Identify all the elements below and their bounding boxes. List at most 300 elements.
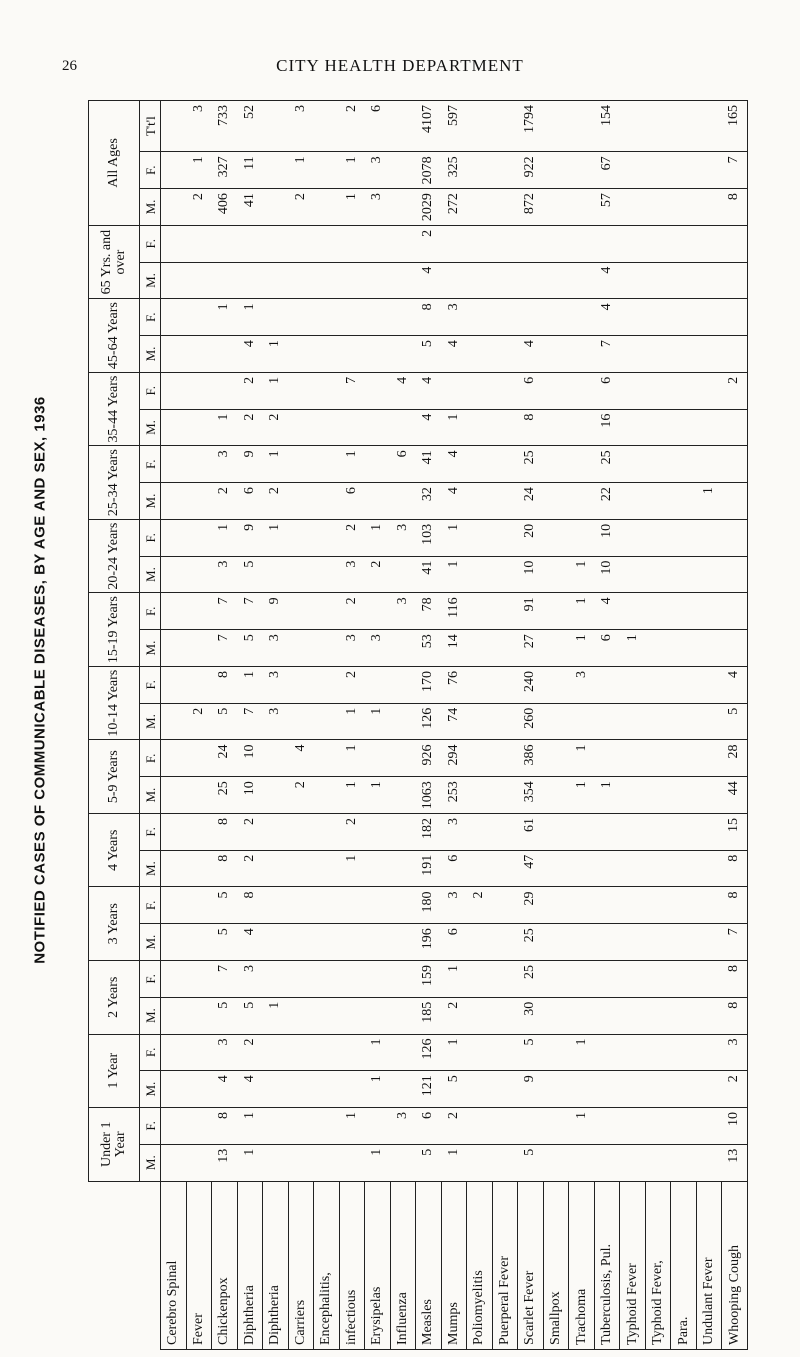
case-count: 2 bbox=[722, 372, 748, 409]
case-count bbox=[492, 813, 518, 850]
case-count: 78 bbox=[416, 593, 442, 630]
case-count bbox=[314, 850, 340, 887]
case-count: 1 bbox=[569, 1108, 595, 1145]
table-row bbox=[645, 101, 671, 1350]
case-count: 7 bbox=[212, 593, 238, 630]
case-count bbox=[620, 189, 646, 226]
case-count: 5 bbox=[212, 703, 238, 740]
case-count bbox=[467, 189, 493, 226]
case-count bbox=[492, 372, 518, 409]
case-count: 3 bbox=[390, 593, 416, 630]
case-count bbox=[390, 101, 416, 152]
running-head: CITY HEALTH DEPARTMENT bbox=[276, 56, 524, 75]
case-count bbox=[696, 336, 722, 373]
case-count: 52 bbox=[237, 101, 263, 152]
case-count bbox=[543, 225, 569, 262]
case-count bbox=[671, 189, 697, 226]
case-count bbox=[645, 813, 671, 850]
case-count: 1 bbox=[441, 519, 467, 556]
case-count: 20 bbox=[518, 519, 544, 556]
case-count bbox=[339, 225, 365, 262]
case-count: 3 bbox=[390, 1108, 416, 1145]
case-count bbox=[365, 262, 391, 299]
case-count bbox=[671, 924, 697, 961]
case-count bbox=[314, 262, 340, 299]
case-count bbox=[543, 1144, 569, 1181]
case-count: 41 bbox=[416, 446, 442, 483]
case-count: 159 bbox=[416, 961, 442, 998]
case-count: 3 bbox=[186, 101, 212, 152]
case-count bbox=[543, 924, 569, 961]
case-count bbox=[314, 483, 340, 520]
case-count bbox=[314, 1034, 340, 1071]
case-count bbox=[186, 924, 212, 961]
case-count: 196 bbox=[416, 924, 442, 961]
case-count bbox=[314, 740, 340, 777]
table-row bbox=[696, 101, 722, 1350]
case-count bbox=[518, 299, 544, 336]
case-count bbox=[543, 483, 569, 520]
case-count bbox=[161, 299, 187, 336]
case-count bbox=[390, 703, 416, 740]
case-count bbox=[390, 850, 416, 887]
case-count bbox=[263, 924, 289, 961]
case-count bbox=[161, 152, 187, 189]
case-count bbox=[492, 1144, 518, 1181]
case-count bbox=[467, 409, 493, 446]
case-count: 922 bbox=[518, 152, 544, 189]
case-count bbox=[645, 740, 671, 777]
age-group-header: 15-19 Years bbox=[89, 593, 140, 667]
case-count bbox=[365, 997, 391, 1034]
case-count: 5 bbox=[518, 1034, 544, 1071]
case-count bbox=[645, 1034, 671, 1071]
case-count bbox=[390, 961, 416, 998]
sex-subheader: M. bbox=[140, 409, 161, 446]
case-count: 1 bbox=[365, 777, 391, 814]
case-count bbox=[543, 1034, 569, 1071]
case-count bbox=[161, 409, 187, 446]
case-count bbox=[186, 1034, 212, 1071]
case-count: 165 bbox=[722, 101, 748, 152]
case-count: 5 bbox=[441, 1071, 467, 1108]
case-count bbox=[543, 666, 569, 703]
case-count bbox=[645, 593, 671, 630]
case-count: 126 bbox=[416, 1034, 442, 1071]
case-count bbox=[543, 262, 569, 299]
sex-subheader: F. bbox=[140, 813, 161, 850]
case-count: 2 bbox=[288, 777, 314, 814]
case-count: 9 bbox=[237, 446, 263, 483]
case-count: 4107 bbox=[416, 101, 442, 152]
case-count bbox=[263, 225, 289, 262]
case-count: 2 bbox=[416, 225, 442, 262]
disease-name: Diphtheria bbox=[263, 1181, 289, 1349]
case-count bbox=[543, 1108, 569, 1145]
case-count bbox=[186, 1108, 212, 1145]
table-row bbox=[288, 101, 314, 1350]
case-count bbox=[365, 740, 391, 777]
case-count: 28 bbox=[722, 740, 748, 777]
case-count: 24 bbox=[212, 740, 238, 777]
sex-subheader: M. bbox=[140, 483, 161, 520]
disease-name: Trachoma bbox=[569, 1181, 595, 1349]
case-count: 8 bbox=[518, 409, 544, 446]
case-count bbox=[161, 997, 187, 1034]
group-header-row bbox=[89, 101, 140, 1350]
case-count: 7 bbox=[237, 593, 263, 630]
case-count bbox=[620, 262, 646, 299]
page-number: 26 bbox=[62, 58, 77, 74]
case-count: 2 bbox=[288, 189, 314, 226]
case-count: 5 bbox=[212, 997, 238, 1034]
case-count bbox=[365, 409, 391, 446]
case-count: 1 bbox=[569, 740, 595, 777]
table-row bbox=[467, 101, 493, 1350]
case-count: 2 bbox=[263, 409, 289, 446]
case-count bbox=[543, 850, 569, 887]
case-count: 325 bbox=[441, 152, 467, 189]
table-row bbox=[314, 101, 340, 1350]
case-count bbox=[543, 740, 569, 777]
sex-subheader: F. bbox=[140, 519, 161, 556]
case-count bbox=[594, 1108, 620, 1145]
case-count: 6 bbox=[339, 483, 365, 520]
case-count: 2 bbox=[237, 409, 263, 446]
case-count bbox=[518, 225, 544, 262]
case-count bbox=[390, 483, 416, 520]
sex-subheader: F. bbox=[140, 299, 161, 336]
case-count bbox=[492, 593, 518, 630]
case-count bbox=[314, 556, 340, 593]
case-count bbox=[620, 101, 646, 152]
case-count bbox=[569, 299, 595, 336]
case-count bbox=[212, 336, 238, 373]
case-count bbox=[390, 924, 416, 961]
case-count bbox=[492, 850, 518, 887]
case-count: 2029 bbox=[416, 189, 442, 226]
disease-name: Scarlet Fever bbox=[518, 1181, 544, 1349]
case-count bbox=[543, 189, 569, 226]
case-count: 5 bbox=[416, 336, 442, 373]
case-count bbox=[288, 446, 314, 483]
case-count bbox=[543, 519, 569, 556]
case-count bbox=[569, 1144, 595, 1181]
case-count bbox=[671, 409, 697, 446]
case-count bbox=[467, 519, 493, 556]
case-count bbox=[263, 556, 289, 593]
case-count: 2 bbox=[441, 997, 467, 1034]
disease-name: Fever bbox=[186, 1181, 212, 1349]
case-count bbox=[390, 336, 416, 373]
case-count bbox=[671, 336, 697, 373]
case-count: 1 bbox=[263, 997, 289, 1034]
case-count: 41 bbox=[237, 189, 263, 226]
case-count bbox=[518, 1108, 544, 1145]
case-count bbox=[671, 593, 697, 630]
table-region bbox=[88, 100, 748, 1350]
case-count bbox=[288, 703, 314, 740]
table-row bbox=[492, 101, 518, 1350]
table-row bbox=[620, 101, 646, 1350]
case-count bbox=[186, 446, 212, 483]
case-count bbox=[569, 924, 595, 961]
case-count bbox=[161, 924, 187, 961]
case-count: 8 bbox=[212, 813, 238, 850]
case-count bbox=[722, 336, 748, 373]
case-count: 25 bbox=[518, 961, 544, 998]
case-count bbox=[620, 813, 646, 850]
age-group-header: 35-44 Years bbox=[89, 372, 140, 446]
case-count bbox=[339, 961, 365, 998]
case-count bbox=[492, 189, 518, 226]
case-count bbox=[492, 997, 518, 1034]
case-count: 1 bbox=[263, 519, 289, 556]
case-count: 4 bbox=[416, 262, 442, 299]
case-count: 4 bbox=[416, 372, 442, 409]
case-count: 1 bbox=[365, 1071, 391, 1108]
case-count bbox=[492, 152, 518, 189]
case-count bbox=[569, 101, 595, 152]
case-count bbox=[569, 409, 595, 446]
case-count bbox=[645, 372, 671, 409]
case-count: 180 bbox=[416, 887, 442, 924]
case-count bbox=[339, 997, 365, 1034]
case-count: 6 bbox=[237, 483, 263, 520]
case-count: 3 bbox=[237, 961, 263, 998]
case-count: 6 bbox=[390, 446, 416, 483]
case-count: 272 bbox=[441, 189, 467, 226]
case-count: 7 bbox=[722, 924, 748, 961]
case-count bbox=[492, 336, 518, 373]
case-count: 386 bbox=[518, 740, 544, 777]
case-count bbox=[467, 262, 493, 299]
case-count bbox=[645, 1071, 671, 1108]
case-count: 10 bbox=[594, 556, 620, 593]
case-count: 3 bbox=[339, 630, 365, 667]
case-count: 8 bbox=[212, 1108, 238, 1145]
age-group-header: 1 Year bbox=[89, 1034, 140, 1108]
case-count: 1 bbox=[288, 152, 314, 189]
case-count bbox=[671, 225, 697, 262]
case-count bbox=[696, 813, 722, 850]
case-count bbox=[161, 740, 187, 777]
disease-name: Undulant Fever bbox=[696, 1181, 722, 1349]
table-row bbox=[212, 101, 238, 1350]
case-count bbox=[288, 1144, 314, 1181]
case-count bbox=[186, 593, 212, 630]
case-count bbox=[288, 556, 314, 593]
case-count bbox=[365, 666, 391, 703]
case-count bbox=[186, 630, 212, 667]
subheader-row bbox=[140, 101, 161, 1350]
sex-subheader: F. bbox=[140, 666, 161, 703]
case-count bbox=[671, 850, 697, 887]
case-count: 2 bbox=[237, 372, 263, 409]
case-count bbox=[186, 777, 212, 814]
case-count bbox=[161, 666, 187, 703]
case-count bbox=[569, 703, 595, 740]
sex-subheader: M. bbox=[140, 924, 161, 961]
case-count bbox=[314, 593, 340, 630]
case-count: 5 bbox=[237, 630, 263, 667]
case-count bbox=[314, 666, 340, 703]
case-count: 1794 bbox=[518, 101, 544, 152]
case-count bbox=[467, 777, 493, 814]
case-count: 9 bbox=[518, 1071, 544, 1108]
age-group-header: 20-24 Years bbox=[89, 519, 140, 593]
case-count bbox=[671, 1034, 697, 1071]
case-count bbox=[492, 409, 518, 446]
case-count: 1 bbox=[441, 556, 467, 593]
case-count bbox=[263, 961, 289, 998]
case-count bbox=[339, 924, 365, 961]
case-count bbox=[365, 850, 391, 887]
case-count bbox=[212, 225, 238, 262]
sex-subheader: M. bbox=[140, 703, 161, 740]
case-count bbox=[722, 299, 748, 336]
case-count: 4 bbox=[594, 299, 620, 336]
disease-name: Typhoid Fever bbox=[620, 1181, 646, 1349]
case-count: 1 bbox=[569, 630, 595, 667]
case-count: 2 bbox=[237, 813, 263, 850]
case-count bbox=[263, 740, 289, 777]
case-count bbox=[594, 1144, 620, 1181]
case-count: 1 bbox=[569, 1034, 595, 1071]
case-count: 25 bbox=[212, 777, 238, 814]
sex-subheader: M. bbox=[140, 777, 161, 814]
case-count bbox=[620, 887, 646, 924]
case-count: 1 bbox=[263, 446, 289, 483]
case-count bbox=[594, 666, 620, 703]
case-count bbox=[492, 703, 518, 740]
table-row bbox=[365, 101, 391, 1350]
case-count bbox=[543, 299, 569, 336]
case-count: 3 bbox=[365, 630, 391, 667]
case-count: 2 bbox=[339, 519, 365, 556]
case-count bbox=[288, 1071, 314, 1108]
case-count bbox=[339, 1034, 365, 1071]
case-count bbox=[620, 850, 646, 887]
case-count: 191 bbox=[416, 850, 442, 887]
case-count bbox=[161, 189, 187, 226]
case-count: 3 bbox=[441, 813, 467, 850]
table-row bbox=[671, 101, 697, 1350]
case-count bbox=[390, 189, 416, 226]
case-count: 1 bbox=[696, 483, 722, 520]
case-count: 8 bbox=[237, 887, 263, 924]
case-count: 7 bbox=[339, 372, 365, 409]
case-count bbox=[467, 813, 493, 850]
case-count: 5 bbox=[212, 887, 238, 924]
case-count bbox=[288, 850, 314, 887]
case-count bbox=[594, 813, 620, 850]
case-count: 116 bbox=[441, 593, 467, 630]
case-count: 3 bbox=[212, 1034, 238, 1071]
case-count bbox=[645, 189, 671, 226]
case-count: 8 bbox=[212, 666, 238, 703]
case-count: 13 bbox=[722, 1144, 748, 1181]
case-count bbox=[263, 887, 289, 924]
case-count bbox=[441, 262, 467, 299]
case-count bbox=[620, 336, 646, 373]
case-count bbox=[161, 372, 187, 409]
case-count bbox=[671, 152, 697, 189]
case-count bbox=[492, 225, 518, 262]
age-group-header: 4 Years bbox=[89, 813, 140, 887]
sex-subheader: F. bbox=[140, 372, 161, 409]
case-count bbox=[594, 740, 620, 777]
case-count bbox=[161, 1071, 187, 1108]
case-count bbox=[645, 850, 671, 887]
case-count bbox=[314, 630, 340, 667]
case-count: 32 bbox=[416, 483, 442, 520]
case-count: 8 bbox=[212, 850, 238, 887]
case-count bbox=[288, 997, 314, 1034]
case-count bbox=[467, 924, 493, 961]
case-count bbox=[492, 740, 518, 777]
case-count bbox=[492, 777, 518, 814]
case-count bbox=[237, 262, 263, 299]
case-count bbox=[390, 997, 416, 1034]
disease-name: Tuberculosis, Pul. bbox=[594, 1181, 620, 1349]
case-count: 1 bbox=[620, 630, 646, 667]
case-count: 354 bbox=[518, 777, 544, 814]
case-count bbox=[722, 446, 748, 483]
case-count bbox=[645, 924, 671, 961]
case-count: 10 bbox=[594, 519, 620, 556]
case-count: 91 bbox=[518, 593, 544, 630]
case-count bbox=[263, 152, 289, 189]
case-count: 1 bbox=[237, 1144, 263, 1181]
case-count bbox=[161, 850, 187, 887]
case-count bbox=[645, 152, 671, 189]
case-count bbox=[569, 519, 595, 556]
case-count bbox=[543, 101, 569, 152]
case-count bbox=[339, 336, 365, 373]
case-count bbox=[263, 1034, 289, 1071]
case-count bbox=[671, 556, 697, 593]
case-count: 6 bbox=[518, 372, 544, 409]
case-count bbox=[365, 372, 391, 409]
case-count bbox=[161, 961, 187, 998]
case-count bbox=[569, 446, 595, 483]
case-count: 3 bbox=[390, 519, 416, 556]
case-count bbox=[467, 666, 493, 703]
case-count bbox=[467, 961, 493, 998]
case-count: 4 bbox=[390, 372, 416, 409]
case-count: 4 bbox=[288, 740, 314, 777]
case-count bbox=[569, 1071, 595, 1108]
case-count bbox=[161, 1034, 187, 1071]
disease-name: Diphtheria bbox=[237, 1181, 263, 1349]
case-count bbox=[186, 740, 212, 777]
case-count: 1 bbox=[569, 556, 595, 593]
case-count bbox=[212, 372, 238, 409]
case-count bbox=[263, 299, 289, 336]
case-count bbox=[594, 850, 620, 887]
case-count bbox=[594, 703, 620, 740]
case-count: 4 bbox=[237, 336, 263, 373]
case-count bbox=[620, 777, 646, 814]
case-count bbox=[339, 887, 365, 924]
case-count: 25 bbox=[518, 446, 544, 483]
disease-name: Whooping Cough bbox=[722, 1181, 748, 1349]
case-count bbox=[594, 997, 620, 1034]
case-count: 1 bbox=[441, 1144, 467, 1181]
case-count: 5 bbox=[416, 1144, 442, 1181]
case-count bbox=[467, 336, 493, 373]
